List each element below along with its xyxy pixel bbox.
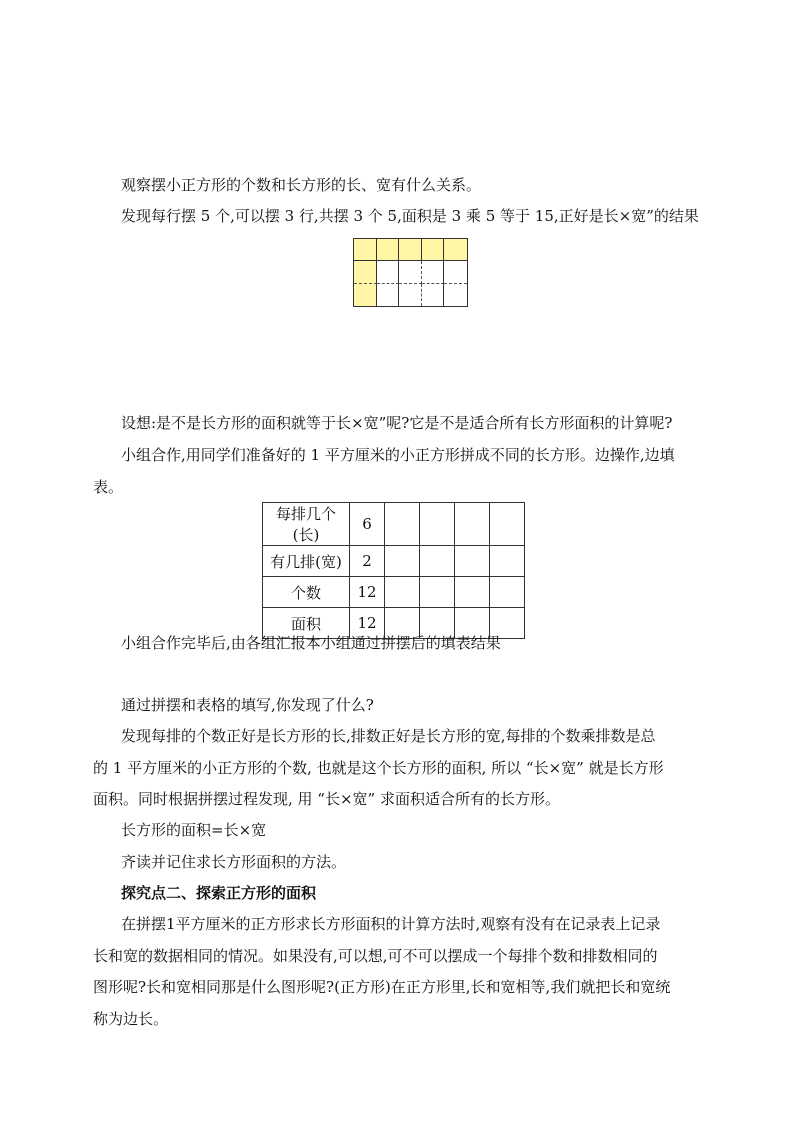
text-report: 小组合作完毕后,由各组汇报本小组通过拼摆后的填表结果 [121,634,501,652]
unit-square-grid [353,238,468,307]
text-read-aloud: 齐读并记住求长方形面积的方法。 [121,853,347,871]
grid-cell [399,284,422,306]
text-finding-3: 面积。同时根据拼摆过程发现, 用 “长×宽” 求面积适合所有的长方形。 [93,790,560,808]
blank-cell [490,577,525,608]
grid-cell [444,284,467,306]
blank-cell [455,577,490,608]
grid-cell [377,239,400,261]
row-value: 12 [350,577,385,608]
blank-cell [385,503,420,546]
grid-cell [377,261,400,283]
row-value: 2 [350,546,385,577]
grid-cell [444,261,467,283]
grid-cell [422,239,445,261]
section-heading: 探究点二、探索正方形的面积 [121,884,317,902]
text-hypothesis: 设想:是不是长方形的面积就等于长×宽”呢?它是不是适合所有长方形面积的计算呢? [121,414,673,432]
row-label: 个数 [263,577,350,608]
blank-cell [490,503,525,546]
text-question: 通过拼摆和表格的填写,你发现了什么? [121,696,374,714]
row-label: 面积 [263,608,350,639]
record-table [262,502,525,639]
row-value: 6 [350,503,385,546]
text-formula: 长方形的面积=长×宽 [121,821,267,839]
row-label: 每排几个(长) [263,503,350,546]
row-label: 有几排(宽) [263,546,350,577]
blank-cell [420,577,455,608]
blank-cell [455,546,490,577]
blank-cell [385,577,420,608]
grid-cell [399,261,422,283]
grid-cell [422,284,445,306]
row-value: 12 [350,608,385,639]
grid-cell [354,284,377,306]
text-group-work: 小组合作,用同学们准备好的 1 平方厘米的小正方形拼成不同的长方形。边操作,边填 [121,446,675,464]
text-observe: 观察摆小正方形的个数和长方形的长、宽有什么关系。 [121,176,482,194]
grid-cell [422,261,445,283]
table-row [263,546,525,577]
blank-cell [455,503,490,546]
table-row [263,577,525,608]
grid-cell [377,284,400,306]
blank-cell [420,503,455,546]
text-finding-2: 的 1 平方厘米的小正方形的个数, 也就是这个长方形的面积, 所以 “长×宽” 就是长方形 [93,759,664,777]
blank-cell [420,546,455,577]
grid-cell [444,239,467,261]
text-finding-1: 发现每排的个数正好是长方形的长,排数正好是长方形的宽,每排的个数乘排数是总 [121,727,656,745]
grid-cell [354,261,377,283]
table-row [263,503,525,546]
grid-cell [354,239,377,261]
text-square-2: 长和宽的数据相同的情况。如果没有,可以想,可不可以摆成一个每排个数和排数相同的 [93,947,658,965]
text-discovery-5x3: 发现每行摆 5 个,可以摆 3 行,共摆 3 个 5,面积是 3 乘 5 等于 15,正好是长×宽”的结果 [121,207,699,225]
blank-cell [490,546,525,577]
text-square-1: 在拼摆1平方厘米的正方形求长方形面积的计算方法时,观察有没有在记录表上记录 [121,915,661,933]
blank-cell [385,546,420,577]
text-group-work-cont: 表。 [93,478,124,496]
text-square-3: 图形呢?长和宽相同那是什么图形呢?(正方形)在正方形里,长和宽相等,我们就把长和宽统 [93,978,671,996]
text-square-4: 称为边长。 [93,1010,169,1028]
grid-cell [399,239,422,261]
